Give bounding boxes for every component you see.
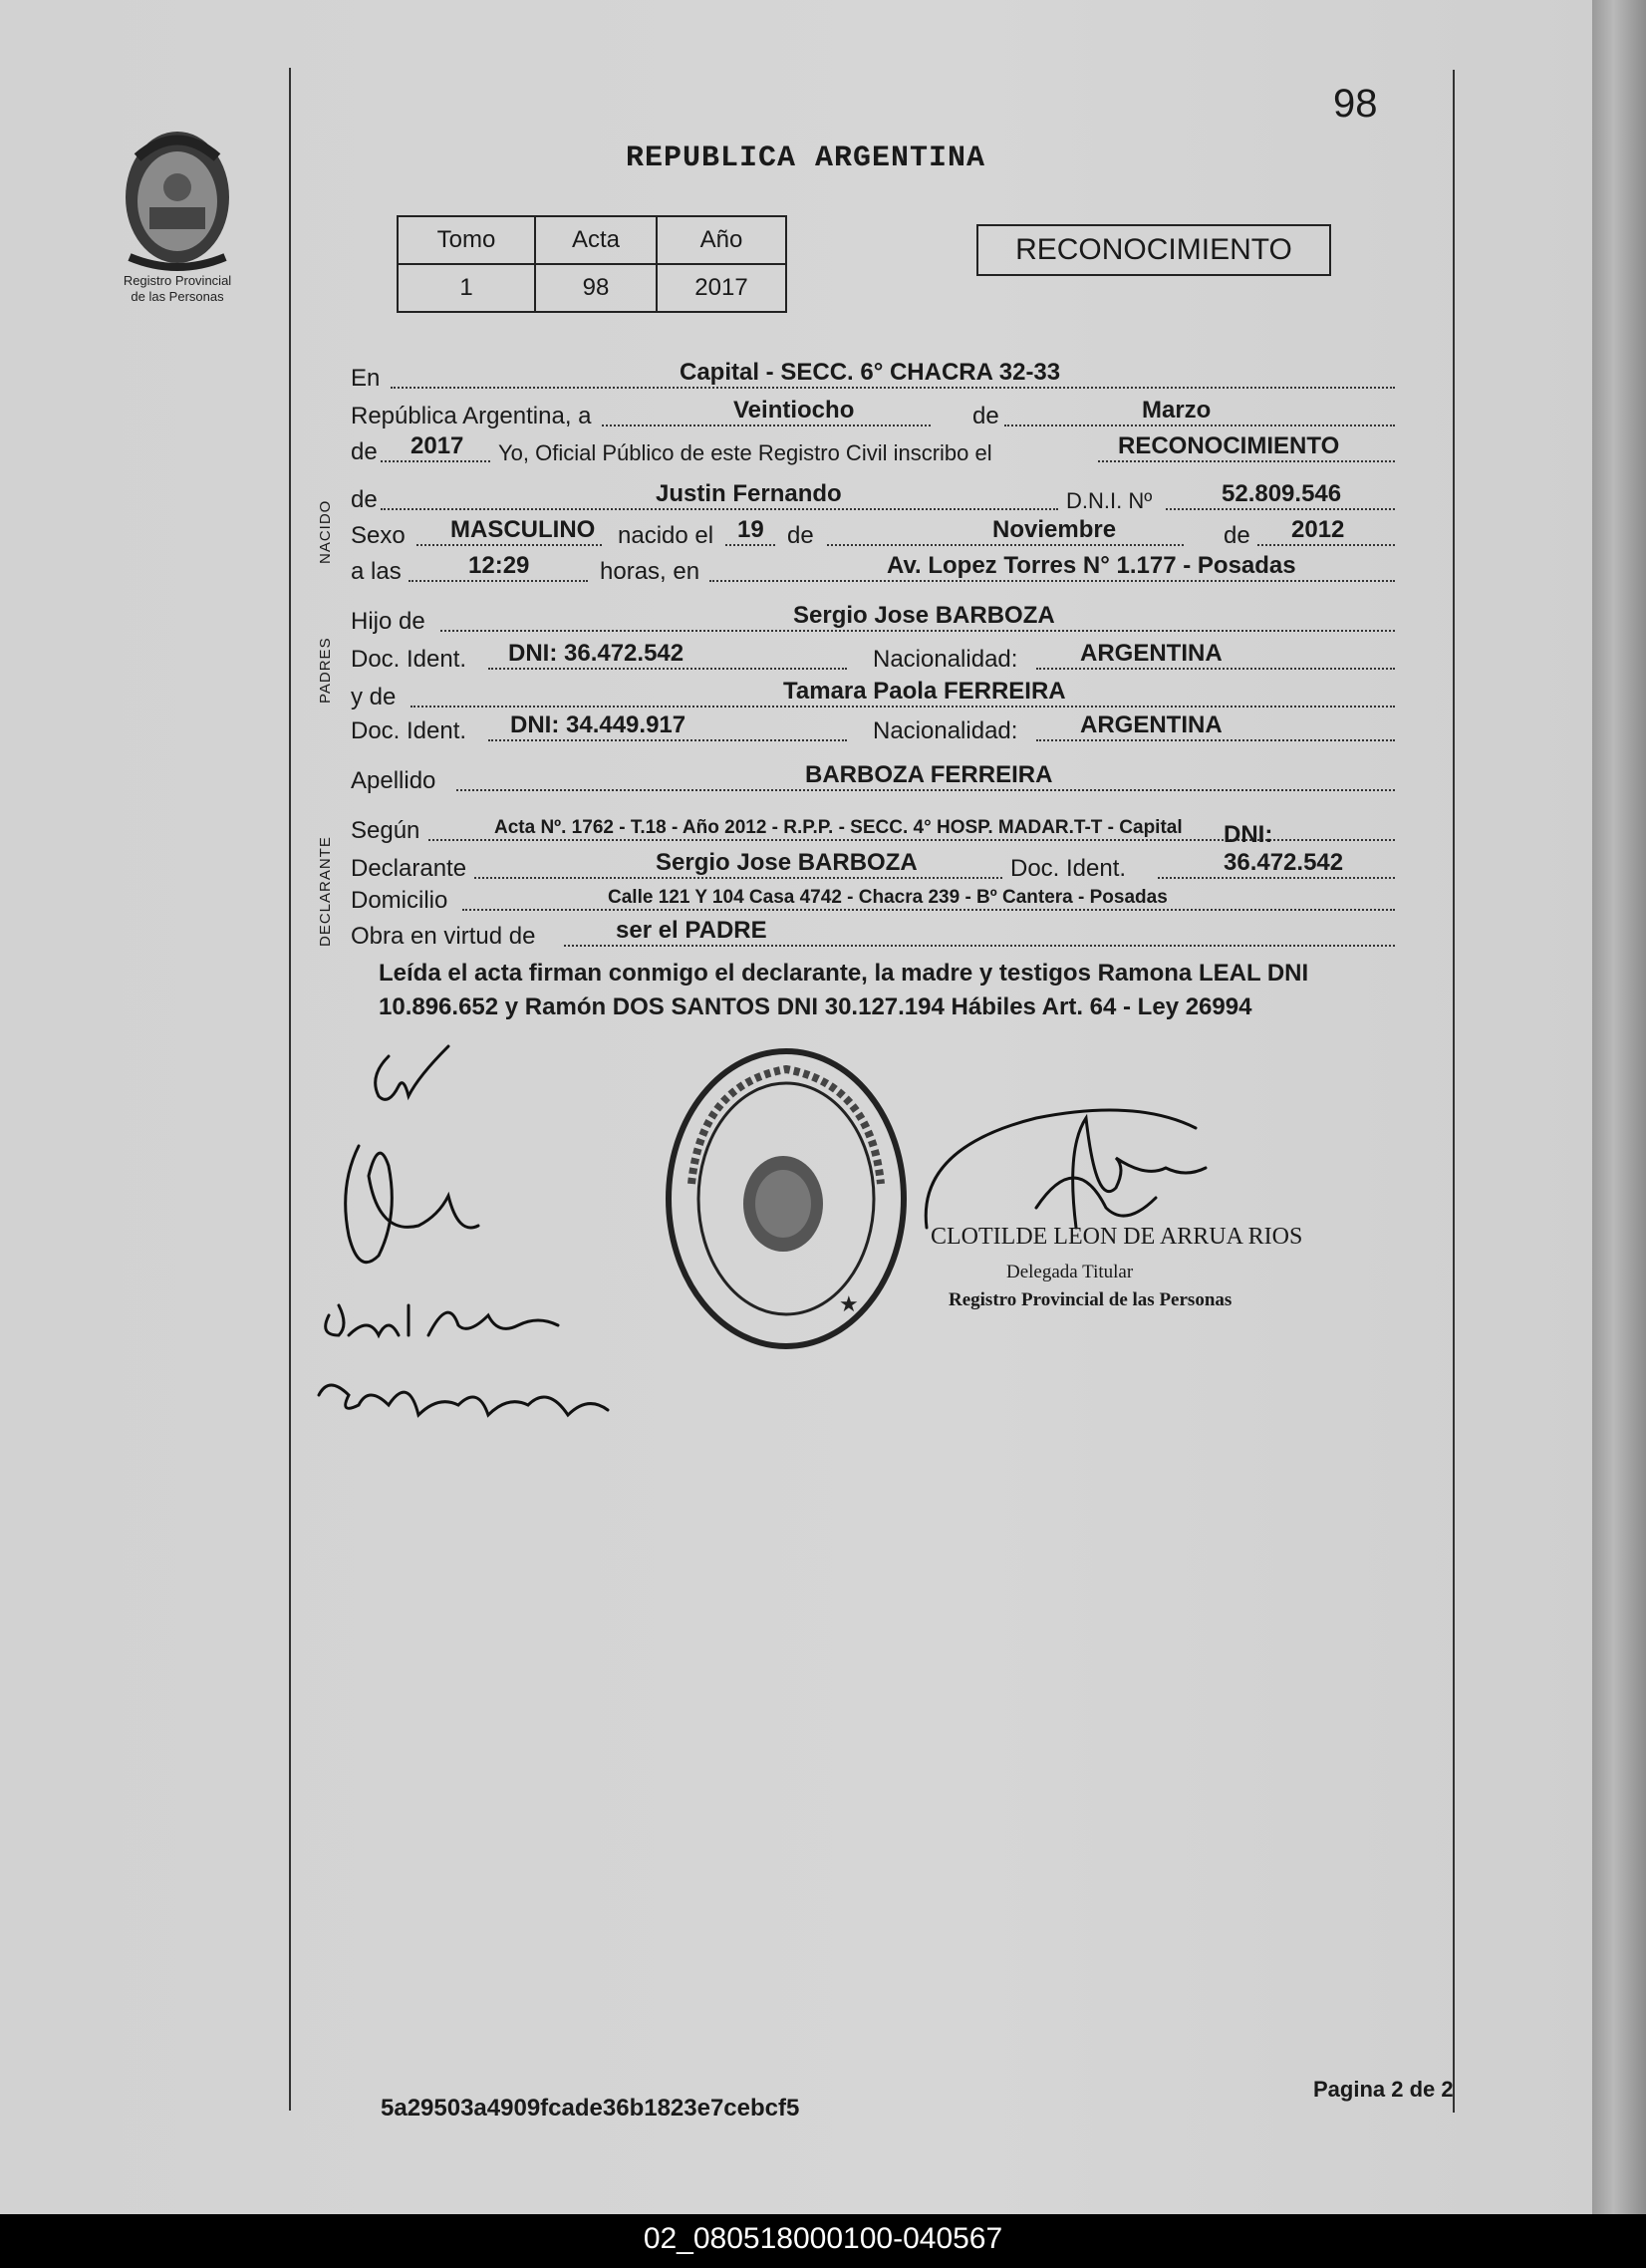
label-obra-en-virtud: Obra en virtud de: [351, 923, 536, 950]
document-hash: 5a29503a4909fcade36b1823e7cebcf5: [381, 2095, 800, 2122]
value-acta: 98: [535, 264, 657, 312]
value-nacionalidad-padre: ARGENTINA: [1080, 640, 1223, 667]
label-doc-ident-3: Doc. Ident.: [1010, 855, 1127, 882]
register-table-header-row: [398, 216, 786, 264]
label-a-las: a las: [351, 558, 402, 585]
label-y-de: y de: [351, 684, 397, 710]
row-inscribo: [351, 432, 1395, 466]
document-title: REPUBLICA ARGENTINA: [626, 142, 986, 175]
dotted-line: [602, 425, 931, 426]
label-domicilio: Domicilio: [351, 887, 448, 914]
official-role: Delegada Titular: [1006, 1262, 1134, 1282]
dotted-line: [1036, 668, 1395, 670]
province-coat-of-arms-logo: [108, 118, 247, 272]
dotted-line: [488, 668, 847, 670]
label-declarante: Declarante: [351, 855, 467, 882]
value-inscribo: RECONOCIMIENTO: [1118, 432, 1340, 459]
page-number: 98: [1333, 82, 1378, 126]
dotted-line: [456, 789, 1395, 791]
dotted-line: [1036, 739, 1395, 741]
dotted-line: [1166, 508, 1395, 510]
label-republica: República Argentina, a: [351, 403, 592, 429]
label-nacionalidad-1: Nacionalidad:: [873, 646, 1018, 673]
label-nacido-el: nacido el: [618, 522, 714, 549]
side-label-nacido: NACIDO: [317, 499, 334, 564]
value-sexo: MASCULINO: [450, 516, 596, 543]
header-tomo: Tomo: [398, 216, 535, 264]
label-apellido: Apellido: [351, 767, 436, 794]
value-apellido: BARBOZA FERREIRA: [805, 761, 1053, 788]
act-type-box: RECONOCIMIENTO: [976, 224, 1331, 276]
label-segun: Según: [351, 817, 420, 844]
value-lugar-nacimiento: Av. Lopez Torres N° 1.177 - Posadas: [887, 552, 1296, 579]
value-mes: Marzo: [1142, 397, 1212, 424]
dotted-line: [709, 580, 1395, 582]
value-nac-anio: 2012: [1291, 516, 1345, 543]
label-en: En: [351, 365, 381, 392]
value-doc-declarante: DNI: 36.472.542: [1224, 821, 1344, 876]
left-margin-line: [289, 68, 291, 2111]
value-tomo: 1: [398, 264, 535, 312]
official-stamp: [662, 1044, 911, 1353]
label-de-3: de: [351, 486, 378, 513]
right-margin-line: [1453, 70, 1455, 2113]
label-nacionalidad-2: Nacionalidad:: [873, 717, 1018, 744]
register-table: [397, 215, 787, 313]
dotted-line: [827, 544, 1184, 546]
dotted-line: [411, 706, 1395, 708]
dotted-line: [564, 945, 1395, 947]
dotted-line: [1158, 877, 1395, 879]
row-obra-en-virtud: [351, 917, 1395, 951]
value-nombre: Justin Fernando: [656, 480, 842, 507]
logo-caption-line1: Registro Provincial: [123, 273, 232, 288]
value-doc-madre: DNI: 34.449.917: [510, 711, 686, 738]
dotted-line: [381, 508, 1058, 510]
dotted-line: [462, 909, 1395, 911]
dotted-line: [416, 544, 602, 546]
row-en: [351, 359, 1395, 393]
dotted-line: [391, 387, 1395, 389]
dotted-line: [440, 630, 1395, 632]
row-y-de: [351, 678, 1395, 711]
side-label-declarante: DECLARANTE: [317, 836, 334, 947]
dotted-line: [409, 580, 588, 582]
dotted-line: [474, 877, 1002, 879]
value-nac-mes: Noviembre: [992, 516, 1117, 543]
official-office: Registro Provincial de las Personas: [949, 1289, 1233, 1310]
label-hijo-de: Hijo de: [351, 608, 425, 635]
logo-caption-line2: de las Personas: [131, 289, 224, 304]
row-fecha: [351, 397, 1395, 430]
official-signature: [917, 1088, 1245, 1238]
value-lugar-registro: Capital - SECC. 6° CHACRA 32-33: [680, 359, 1061, 386]
dotted-line: [381, 460, 490, 462]
row-apellido: [351, 761, 1395, 795]
label-de-4: de: [787, 522, 814, 549]
value-doc-padre: DNI: 36.472.542: [508, 640, 685, 667]
register-table-value-row: [398, 264, 786, 312]
row-hora: [351, 552, 1395, 586]
row-doc-padre: [351, 640, 1395, 674]
dotted-line: [488, 739, 847, 741]
header-anio: Año: [657, 216, 786, 264]
value-madre: Tamara Paola FERREIRA: [783, 678, 1066, 705]
value-anio: 2017: [657, 264, 786, 312]
value-hora: 12:29: [468, 552, 530, 579]
label-dni: D.N.I. Nº: [1066, 488, 1153, 513]
row-hijo-de: [351, 602, 1395, 636]
label-doc-ident-1: Doc. Ident.: [351, 646, 467, 673]
value-domicilio: Calle 121 Y 104 Casa 4742 - Chacra 239 - Bº Cantera - Posadas: [608, 887, 1168, 908]
dotted-line: [1257, 544, 1395, 546]
pagination: Pagina 2 de 2: [1313, 2077, 1454, 2102]
label-de-2: de: [351, 438, 378, 465]
label-de-5: de: [1224, 522, 1250, 549]
label-sexo: Sexo: [351, 522, 406, 549]
label-inscribo: Yo, Oficial Público de este Registro Civil inscribo el: [498, 440, 992, 465]
value-nacionalidad-madre: ARGENTINA: [1080, 711, 1223, 738]
row-doc-madre: [351, 711, 1395, 745]
label-de-1: de: [972, 403, 999, 429]
dotted-line: [725, 544, 775, 546]
value-nac-dia: 19: [737, 516, 764, 543]
svg-text:★: ★: [839, 1292, 859, 1317]
closing-statement: Leída el acta firman conmigo el declarante, la madre y testigos Ramona LEAL DNI 10.896.652 y Ramón DOS SANTOS DNI 30.127.194 Hábiles Art. 64 - Ley 26994: [379, 960, 1309, 1020]
value-declarante: Sergio Jose BARBOZA: [656, 849, 918, 876]
row-domicilio: [351, 881, 1395, 915]
label-doc-ident-2: Doc. Ident.: [351, 717, 467, 744]
value-dni: 52.809.546: [1222, 480, 1342, 507]
value-anio-acta: 2017: [411, 432, 464, 459]
page-edge: [1592, 0, 1646, 2214]
scan-file-id: 02_080518000100-040567: [643, 2222, 1003, 2255]
row-inscripto: [351, 480, 1395, 514]
dotted-line: [1098, 460, 1395, 462]
row-sexo: [351, 516, 1395, 550]
official-name: CLOTILDE LEON DE ARRUA RIOS: [931, 1224, 1303, 1250]
header-acta: Acta: [535, 216, 657, 264]
value-segun: Acta Nº. 1762 - T.18 - Año 2012 - R.P.P. - SECC. 4° HOSP. MADAR.T-T - Capital: [494, 817, 1183, 838]
logo-caption: [86, 273, 269, 305]
value-dia: Veintiocho: [733, 397, 855, 424]
label-horas-en: horas, en: [600, 558, 700, 585]
value-obra-en-virtud: ser el PADRE: [616, 917, 767, 944]
side-label-padres: PADRES: [317, 637, 334, 704]
dotted-line: [1004, 425, 1395, 426]
value-padre: Sergio Jose BARBOZA: [793, 602, 1055, 629]
